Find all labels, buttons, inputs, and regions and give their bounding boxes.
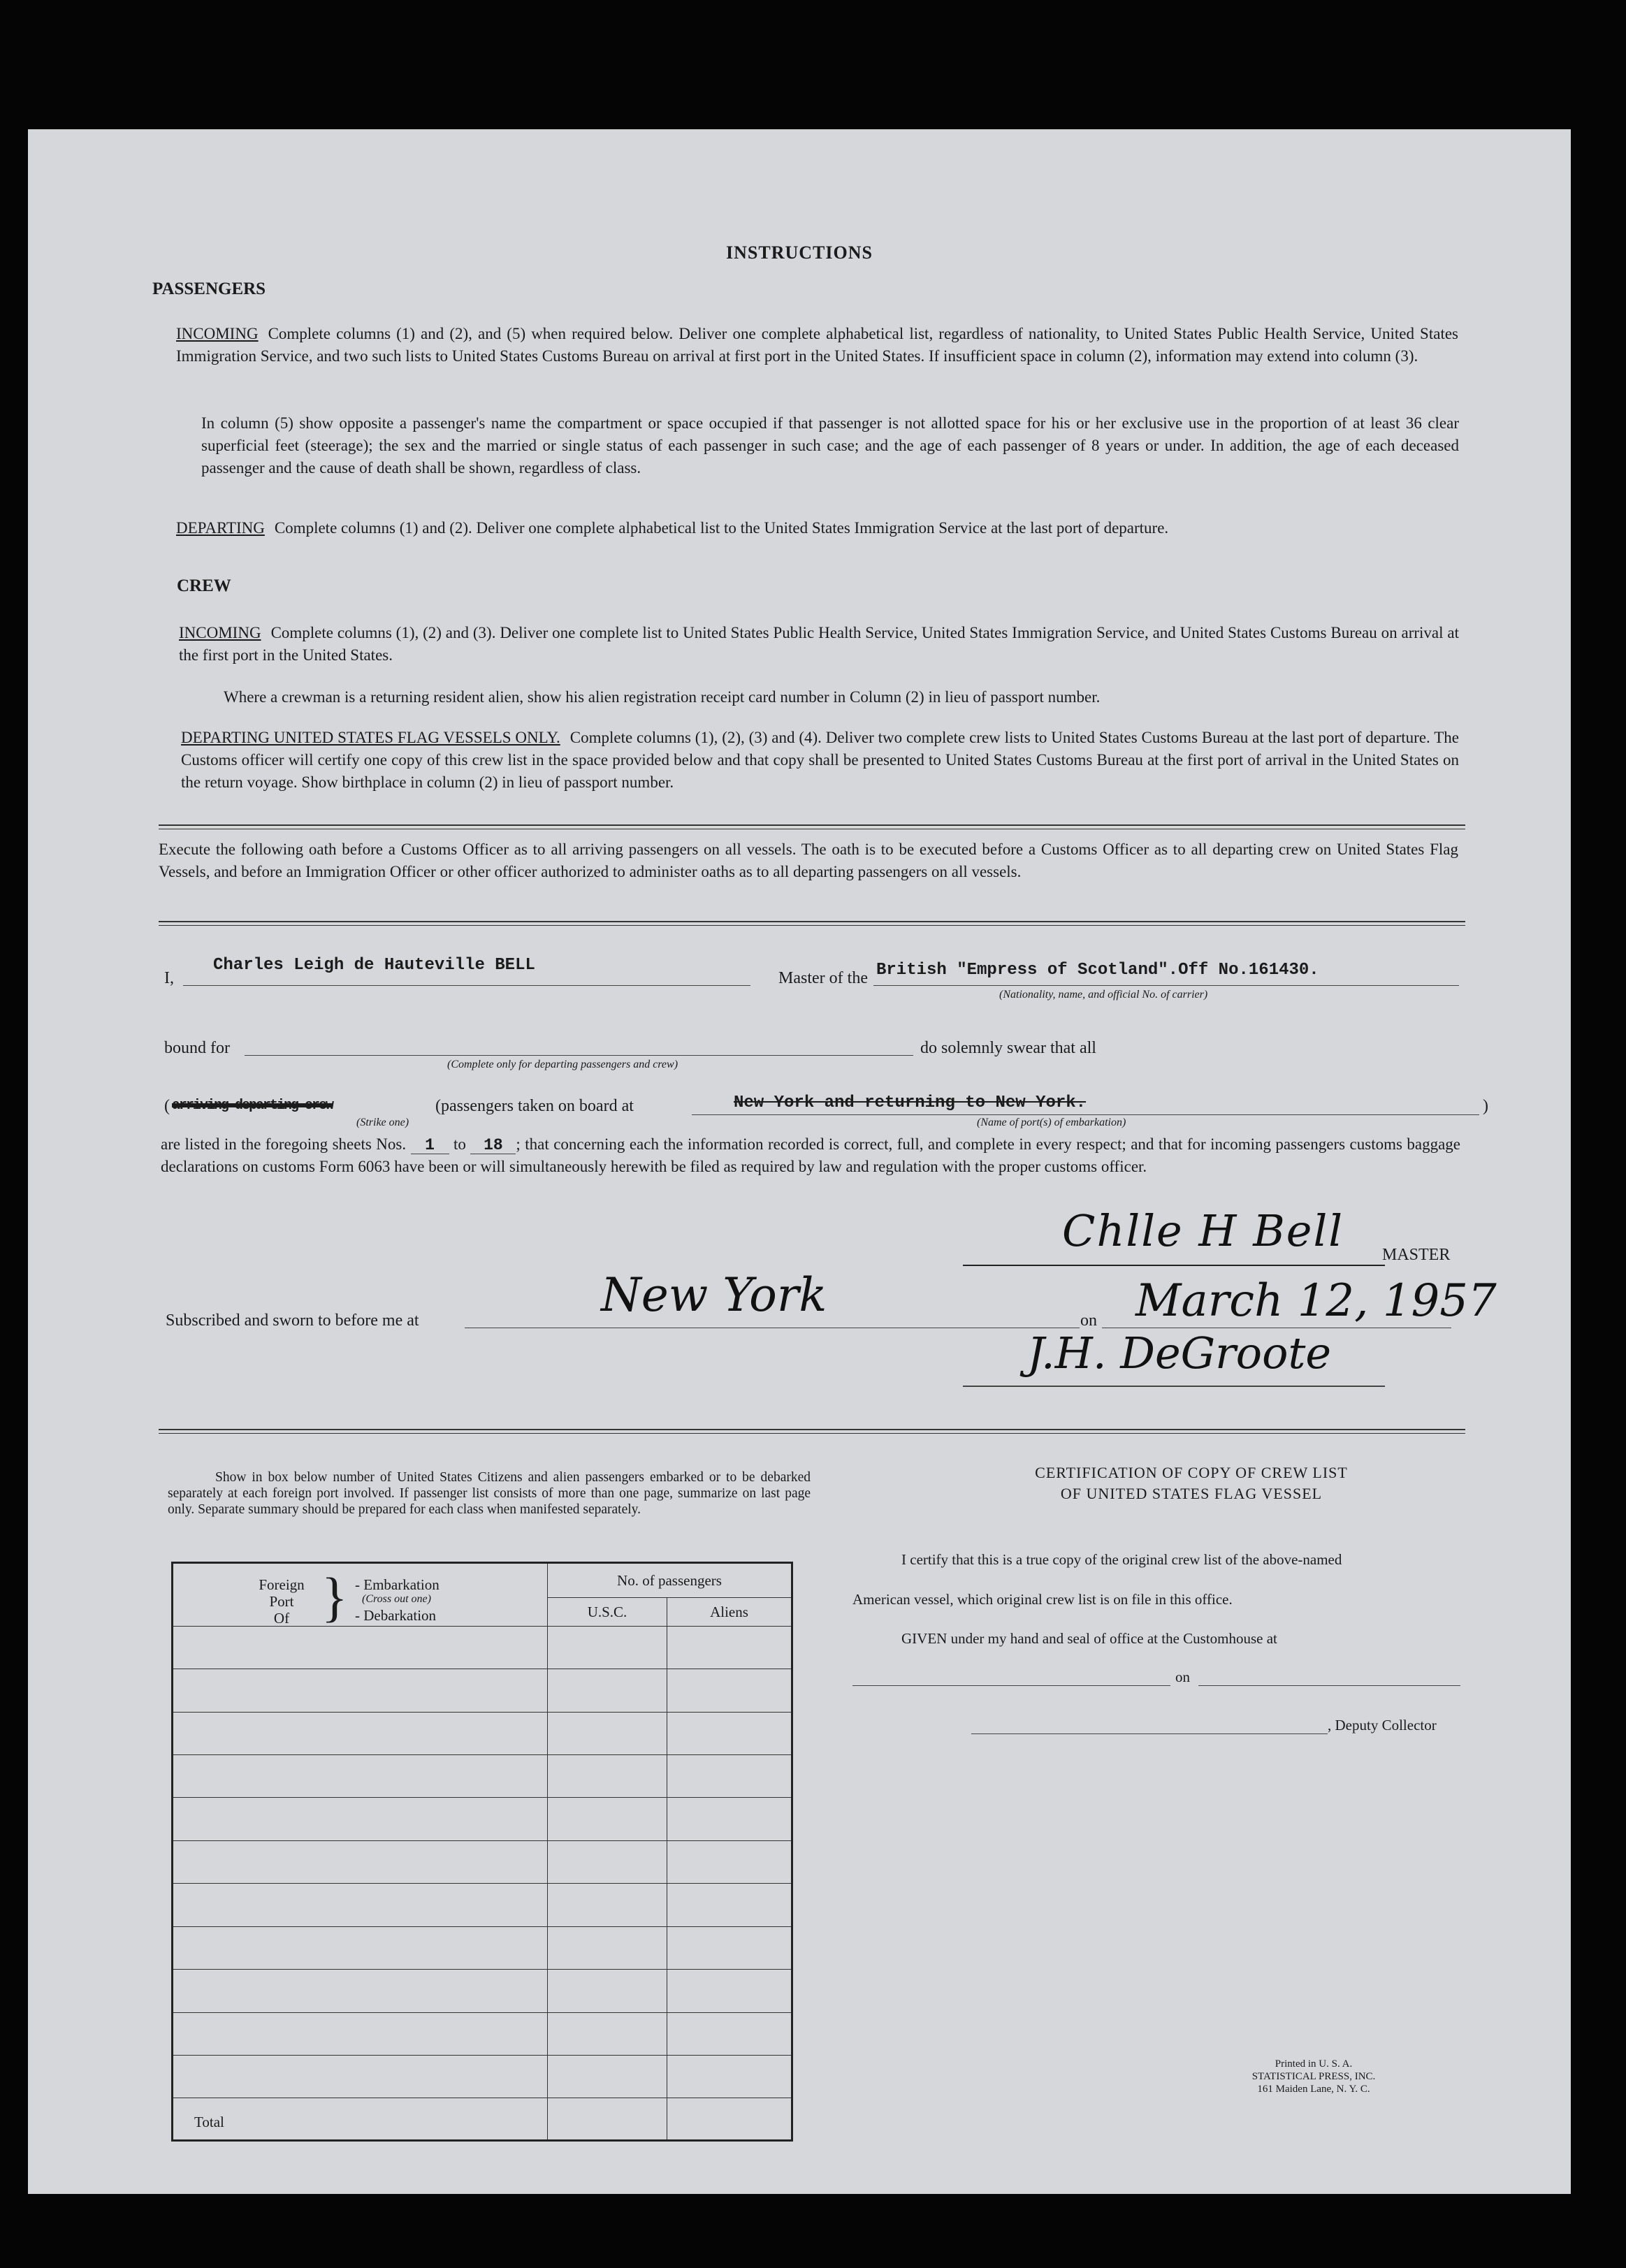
close-paren: ) [1483, 1097, 1488, 1115]
sheet-to: 18 [470, 1137, 516, 1154]
crew-departing-label: DEPARTING UNITED STATES FLAG VESSELS ONLY. [181, 729, 560, 746]
total-label: Total [173, 2098, 548, 2141]
passengers-departing-paragraph [176, 517, 1458, 539]
certification-on-label: on [1175, 1669, 1190, 1685]
no-passengers-header: No. of passengers [548, 1563, 792, 1598]
aliens-cell[interactable] [667, 2056, 792, 2098]
certification-title-line1: CERTIFICATION OF COPY OF CREW LIST [1035, 1464, 1348, 1481]
vessel-name: British "Empress of Scotland".Off No.161430. [876, 961, 1319, 980]
port-cell[interactable] [173, 1970, 548, 2012]
aliens-cell[interactable] [667, 1669, 792, 1712]
master-label: MASTER [1382, 1246, 1451, 1264]
port-cell[interactable] [173, 1754, 548, 1797]
summary-note: Show in box below number of United States Citizens and alien passengers embarked or to be debarked separately at each foreign port involved. If passenger list consists of more than one page, summarize on last page only. Separate summary should be prepared for each class when manifested separately. [168, 1470, 811, 1517]
certification-text1: I certify that this is a true copy of the original crew list of the above-named [901, 1551, 1342, 1568]
cross-out-caption: (Cross out one) [362, 1593, 431, 1605]
divider [159, 925, 1465, 926]
usc-cell[interactable] [548, 1970, 667, 2012]
foreign-port-of [243, 1576, 320, 1627]
certification-text2: American vessel, which original crew list is on file in this office. [852, 1591, 1233, 1608]
listed-paragraph [161, 1133, 1460, 1178]
usc-cell[interactable] [548, 2056, 667, 2098]
passengers-incoming-label: INCOMING [176, 325, 259, 342]
crew-incoming-text: Complete columns (1), (2) and (3). Deliver one complete list to United States Public Health Service, United States Immigration Service, and United States Customs Bureau on arrival at the first port in the United States. [179, 624, 1459, 664]
debarkation-label: - Debarkation [355, 1607, 437, 1624]
strike-text: arriving departing crew [172, 1098, 333, 1114]
taken-on-label: (passengers taken on board at [435, 1097, 634, 1115]
certification-text3: GIVEN under my hand and seal of office at the Customhouse at [901, 1630, 1277, 1647]
bound-for-line [245, 1055, 913, 1056]
port-header-cell [173, 1563, 548, 1627]
usc-cell[interactable] [548, 1798, 667, 1840]
printer-imprint [1195, 2058, 1432, 2095]
passengers-column5-paragraph: In column (5) show opposite a passenger's name the compartment or space occupied if that passenger is not allotted space for his or her exclusive use in the proportion of at least 36 clear superficial feet (steerage); the sex and the married or single status of each passenger in such case; and the age of each passenger of 8 years or under. In addition, the age of each deceased passenger and the cause of death shall be shown, regardless of class. [201, 414, 1459, 477]
aliens-cell[interactable] [667, 2012, 792, 2055]
aliens-header: Aliens [667, 1598, 792, 1626]
port-cell[interactable] [173, 1840, 548, 1883]
usc-cell[interactable] [548, 1712, 667, 1754]
aliens-cell[interactable] [667, 1884, 792, 1926]
port-cell[interactable] [173, 1669, 548, 1712]
master-signature: Chlle H Bell [1062, 1205, 1344, 1256]
port-caption: (Name of port(s) of embarkation) [977, 1117, 1126, 1128]
port-cell[interactable] [173, 1926, 548, 1969]
aliens-cell[interactable] [667, 1926, 792, 1969]
divider [159, 1429, 1465, 1430]
divider [159, 921, 1465, 922]
crew-departing-paragraph [181, 727, 1459, 794]
certification-title-line2: OF UNITED STATES FLAG VESSEL [1060, 1485, 1323, 1502]
divider [159, 1433, 1465, 1434]
strike-caption: (Strike one) [356, 1117, 409, 1128]
divider [159, 824, 1465, 826]
sworn-date: March 12, 1957 [1135, 1275, 1497, 1327]
master-of-label: Master of the [778, 969, 868, 987]
master-signature-line [963, 1265, 1385, 1266]
brace-glyph: } [321, 1566, 348, 1627]
printer-line3: 161 Maiden Lane, N. Y. C. [1257, 2084, 1370, 2095]
usc-cell[interactable] [548, 1926, 667, 1969]
oath-rest-text: ; that concerning each the information recorded is correct, full, and complete in every respect; and that for incoming passengers customs baggage declarations on customs Form 6063 have been or will simultaneously herewith be filed as required by law and regulation with the proper customs officer. [161, 1135, 1461, 1175]
aliens-cell[interactable] [667, 1970, 792, 2012]
swear-label: do solemnly swear that all [920, 1039, 1096, 1057]
crew-incoming-label: INCOMING [179, 624, 261, 641]
printer-line2: STATISTICAL PRESS, INC. [1251, 2071, 1376, 2082]
sworn-place: New York [601, 1268, 827, 1322]
sheet-from: 1 [411, 1137, 449, 1154]
port-of-embarkation: New York and returning to New York. [734, 1093, 1087, 1112]
officer-signature-line [963, 1386, 1385, 1387]
bound-for-caption: (Complete only for departing passengers and crew) [447, 1059, 678, 1070]
usc-cell[interactable] [548, 1669, 667, 1712]
deputy-collector-label: , Deputy Collector [1328, 1717, 1437, 1733]
bound-for-label: bound for [164, 1039, 230, 1057]
aliens-cell[interactable] [667, 1712, 792, 1754]
aliens-cell[interactable] [667, 1754, 792, 1797]
listed-label: are listed in the foregoing sheets Nos. [161, 1135, 407, 1153]
form-page [28, 129, 1571, 2194]
port-word: Port [269, 1593, 294, 1610]
usc-header: U.S.C. [548, 1598, 667, 1626]
embarkation-label: - Embarkation [355, 1576, 440, 1593]
deputy-collector-line [971, 1733, 1328, 1734]
crew-heading: CREW [177, 576, 231, 595]
passengers-departing-label: DEPARTING [176, 519, 265, 537]
foreign-word: Foreign [259, 1576, 305, 1593]
usc-cell[interactable] [548, 1754, 667, 1797]
sworn-on-label: on [1080, 1311, 1097, 1330]
usc-cell[interactable] [548, 2012, 667, 2055]
oath-instruction-paragraph: Execute the following oath before a Customs Officer as to all arriving passengers on all vessels. The oath is to be executed before a Customs Officer as to all departing crew on United States Flag Vessels, and before an Immigration Officer or other officer authorized to administer oaths as to all departing passengers on all vessels. [159, 841, 1458, 880]
page-title: INSTRUCTIONS [726, 242, 873, 263]
passengers-incoming-paragraph [176, 323, 1458, 368]
port-cell[interactable] [173, 1626, 548, 1669]
certification-date-line [1198, 1685, 1460, 1686]
crew-departing-text: Complete columns (1), (2), (3) and (4). Deliver two complete crew lists to United States Customs Bureau at the last port of departure. The Customs officer will certify one copy of this crew list in the space provided below and that copy shall be presented to United States Customs Bureau at the first port of arrival in the United States on the return voyage. Show birthplace in column (2) in lieu of passport number. [181, 729, 1459, 791]
sheet-to-label: to [453, 1135, 466, 1153]
certification-title [894, 1462, 1488, 1504]
port-line [692, 1114, 1479, 1115]
master-name: Charles Leigh de Hauteville BELL [213, 956, 535, 975]
usc-cell[interactable] [548, 1884, 667, 1926]
vessel-caption: (Nationality, name, and official No. of carrier) [999, 989, 1208, 1001]
aliens-cell[interactable] [667, 1798, 792, 1840]
passenger-summary-table [171, 1562, 793, 2142]
officer-signature: J.H. DeGroote [1027, 1328, 1332, 1379]
master-name-line [183, 985, 750, 986]
oath-i-label: I, [164, 969, 174, 987]
vessel-line [873, 985, 1459, 986]
usc-total-cell[interactable] [548, 2098, 667, 2141]
aliens-cell[interactable] [667, 1840, 792, 1883]
usc-cell[interactable] [548, 1626, 667, 1669]
port-cell[interactable] [173, 1712, 548, 1754]
port-cell[interactable] [173, 2056, 548, 2098]
open-paren: ( [164, 1097, 170, 1115]
passengers-incoming-text: Complete columns (1) and (2), and (5) when required below. Deliver one complete alphabetical list, regardless of nationality, to United States Public Health Service, United States Immigration Service, and two such lists to United States Customs Bureau on arrival at first port in the United States. If insufficient space in column (2), information may extend into column (3). [176, 325, 1458, 365]
usc-cell[interactable] [548, 1840, 667, 1883]
passengers-heading: PASSENGERS [152, 279, 266, 298]
port-cell[interactable] [173, 1884, 548, 1926]
printer-line1: Printed in U. S. A. [1275, 2058, 1353, 2070]
port-cell[interactable] [173, 2012, 548, 2055]
port-cell[interactable] [173, 1798, 548, 1840]
of-word: Of [273, 1610, 290, 1627]
subscribed-label: Subscribed and sworn to before me at [166, 1311, 419, 1330]
customhouse-line [852, 1685, 1170, 1686]
aliens-cell[interactable] [667, 1626, 792, 1669]
crew-incoming-paragraph [179, 622, 1459, 667]
passengers-departing-text: Complete columns (1) and (2). Deliver one complete alphabetical list to the United States Immigration Service at the last port of departure. [274, 519, 1169, 537]
aliens-total-cell[interactable] [667, 2098, 792, 2141]
crew-resident-paragraph: Where a crewman is a returning resident alien, show his alien registration receipt card number in Column (2) in lieu of passport number. [224, 688, 1101, 706]
